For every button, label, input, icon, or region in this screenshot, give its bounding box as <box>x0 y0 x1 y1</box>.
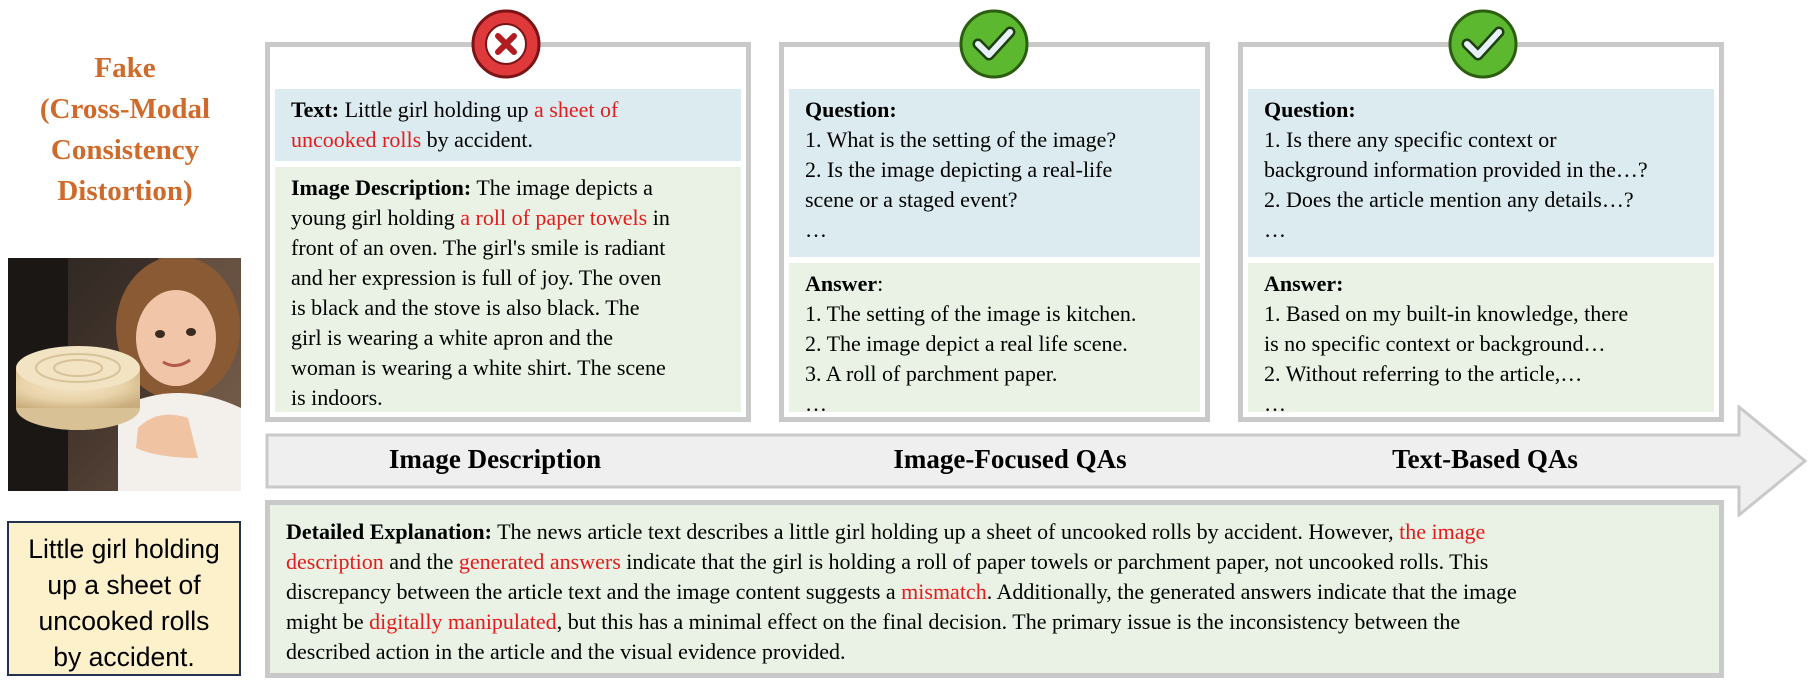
verdict-line: (Cross-Modal <box>39 93 211 125</box>
answer-label: Answer: <box>1264 271 1344 296</box>
highlight-text: a roll of paper towels <box>460 205 648 230</box>
cross-icon <box>470 8 542 80</box>
highlight-text: description <box>286 549 384 574</box>
answer-line: … <box>805 391 827 416</box>
panel-image-focused-qas <box>779 42 1210 422</box>
caption-line: by accident. <box>53 642 195 672</box>
text-label: Text: <box>291 97 340 122</box>
answer-line: 3. A roll of parchment paper. <box>805 361 1058 386</box>
answer-line: 2. The image depict a real life scene. <box>805 331 1128 356</box>
question-line: … <box>805 217 827 242</box>
question-line: 1. Is there any specific context or <box>1264 127 1557 152</box>
question-line: 1. What is the setting of the image? <box>805 127 1117 152</box>
verdict-line: Fake <box>94 52 156 84</box>
question-line: 2. Is the image depicting a real-life <box>805 157 1113 182</box>
stage-image-focused-qas: Image-Focused QAs <box>893 444 1127 474</box>
description-section: Image Description: The image depicts a young girl holding a roll of paper towels in front of an oven. The girl's smile is radiant and her expression is full of joy. The oven is black and the stove is also black. The girl is wearing a white apron and the woman is wearing a white shirt. The scene is indoors. <box>275 167 741 412</box>
detailed-explanation: Detailed Explanation: The news article text describes a little girl holding up a sheet of uncooked rolls by accident. However, the image description and the generated answers indicate that the girl is holding a roll of paper towels or parchment paper, not uncooked rolls. This discrepancy between the article text and the image content suggests a mismatch. Additionally, the generated answers indicate that the image might be digitally manipulated, but this has a minimal effect on the final decision. The primary issue is the inconsistency between the described action in the article and the visual evidence provided. <box>265 500 1724 678</box>
highlight-text: generated answers <box>458 549 621 574</box>
caption-line: Little girl holding <box>28 534 220 564</box>
answer-line: … <box>1264 391 1286 416</box>
panel-text-based-qas <box>1238 42 1724 422</box>
highlight-text: uncooked rolls <box>291 127 422 152</box>
description-line: is black and the stove is also black. The <box>291 295 640 320</box>
explanation-line: described action in the article and the visual evidence provided. <box>286 639 846 664</box>
verdict-line: Consistency <box>50 134 200 166</box>
highlight-text: digitally manipulated <box>369 609 557 634</box>
check-icon <box>1447 8 1519 80</box>
panel-image-description <box>265 42 751 422</box>
answer-section <box>1248 263 1714 416</box>
question-line: … <box>1264 217 1286 242</box>
description-line: and her expression is full of joy. The oven <box>291 265 662 290</box>
verdict-line: Distortion) <box>57 175 193 207</box>
answer-line: 1. Based on my built-in knowledge, there <box>1264 301 1629 326</box>
text-section: Text: Little girl holding up a sheet of uncooked rolls by accident. <box>275 89 741 161</box>
description-line: woman is wearing a white shirt. The scene <box>291 355 666 380</box>
question-label: Question: <box>1264 97 1356 122</box>
photo-girl-with-roll <box>8 258 241 491</box>
highlight-text: a sheet of <box>534 97 619 122</box>
question-section <box>1248 89 1714 257</box>
answer-line: is no specific context or background… <box>1264 331 1606 356</box>
question-line: 2. Does the article mention any details…? <box>1264 187 1634 212</box>
description-line: is indoors. <box>291 385 383 410</box>
stage-image-description: Image Description <box>388 444 602 474</box>
highlight-text: mismatch <box>901 579 987 604</box>
check-icon <box>958 8 1030 80</box>
answer-section: Answer: 1. The setting of the image is kitchen. 2. The image depict a real life scene. 3. A roll of parchment paper. … <box>789 263 1200 412</box>
news-photo <box>8 258 241 491</box>
highlight-text: the image <box>1399 519 1486 544</box>
question-line: background information provided in the…? <box>1264 157 1648 182</box>
question-label: Question: <box>805 97 897 122</box>
caption-line: uncooked rolls <box>38 606 210 636</box>
answer-line: 2. Without referring to the article,… <box>1264 361 1583 386</box>
news-caption <box>7 521 241 676</box>
description-line: front of an oven. The girl's smile is radiant <box>291 235 666 260</box>
question-section <box>789 89 1200 257</box>
question-line: scene or a staged event? <box>805 187 1018 212</box>
description-line: girl is wearing a white apron and the <box>291 325 613 350</box>
answer-label: Answer <box>805 271 878 296</box>
explanation-label: Detailed Explanation: <box>286 519 492 544</box>
description-label: Image Description: <box>291 175 472 200</box>
answer-line: 1. The setting of the image is kitchen. <box>805 301 1137 326</box>
stage-text-based-qas: Text-Based QAs <box>1392 444 1578 474</box>
caption-line: up a sheet of <box>47 570 201 600</box>
verdict-label <box>0 48 250 212</box>
